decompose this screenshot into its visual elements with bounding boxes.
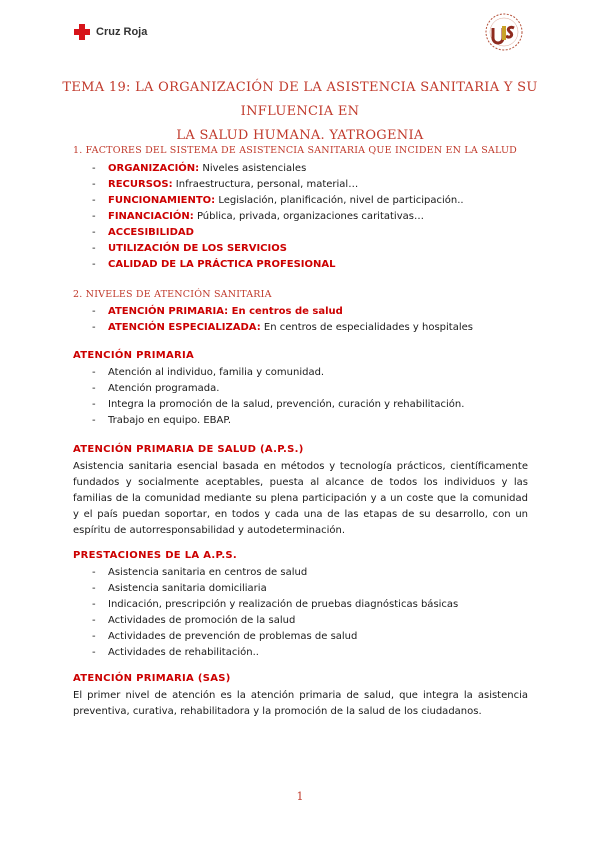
aps-heading: ATENCIÓN PRIMARIA DE SALUD (A.P.S.) <box>73 444 304 455</box>
title-line-1: TEMA 19: LA ORGANIZACIÓN DE LA ASISTENCIA SANITARIA Y SU INFLUENCIA EN <box>62 80 538 119</box>
prestaciones-list <box>92 565 458 661</box>
list-item: - CALIDAD DE LA PRÁCTICA PROFESIONAL <box>92 257 464 273</box>
list-item: - Atención al individuo, familia y comunidad. <box>92 365 464 381</box>
ap-list <box>92 365 464 429</box>
list-item: - ORGANIZACIÓN: Niveles asistenciales <box>92 161 464 177</box>
list-item: - Actividades de prevención de problemas de salud <box>92 629 458 645</box>
list-item: - ACCESIBILIDAD <box>92 225 464 241</box>
ap-heading: ATENCIÓN PRIMARIA <box>73 350 195 361</box>
sas-heading: ATENCIÓN PRIMARIA (SAS) <box>73 673 231 684</box>
section-2-heading: 2. NIVELES DE ATENCIÓN SANITARIA <box>73 289 272 300</box>
prestaciones-heading: PRESTACIONES DE LA A.P.S. <box>73 550 238 561</box>
list-item: - Integra la promoción de la salud, prevención, curación y rehabilitación. <box>92 397 464 413</box>
list-item: - Asistencia sanitaria domiciliaria <box>92 581 458 597</box>
list-item: - Indicación, prescripción y realización de pruebas diagnósticas básicas <box>92 597 458 613</box>
aps-paragraph: Asistencia sanitaria esencial basada en métodos y tecnología prácticos, científicamente fundados y socialmente aceptables, puesta al alcance de todos los individuos y las familias de la comunidad mediante su plena participación y a un coste que la comunidad y el país puedan soportar, en todos y cada una de las etapas de su desarrollo, con un espíritu de autorresponsabilidad y autodeterminación. <box>73 461 528 536</box>
list-item: - UTILIZACIÓN DE LOS SERVICIOS <box>92 241 464 257</box>
section-1-list <box>92 161 464 273</box>
list-item: - Actividades de promoción de la salud <box>92 613 458 629</box>
list-item: - RECURSOS: Infraestructura, personal, material… <box>92 177 464 193</box>
title-line-2: LA SALUD HUMANA. YATROGENIA <box>176 128 424 143</box>
sas-paragraph: El primer nivel de atención es la atención primaria de salud, que integra la asistencia preventiva, curativa, rehabilitadora y la promoción de la salud de los ciudadanos. <box>73 690 528 717</box>
cruz-roja-logo <box>74 24 147 40</box>
list-item: - Atención programada. <box>92 381 464 397</box>
list-item: - FINANCIACIÓN: Pública, privada, organizaciones caritativas… <box>92 209 464 225</box>
red-cross-icon <box>74 24 90 40</box>
list-item: - ATENCIÓN PRIMARIA: En centros de salud <box>92 304 473 320</box>
list-item: - Actividades de rehabilitación.. <box>92 645 458 661</box>
list-item: - Trabajo en equipo. EBAP. <box>92 413 464 429</box>
list-item: - FUNCIONAMIENTO: Legislación, planificación, nivel de participación.. <box>92 193 464 209</box>
section-2-list <box>92 304 473 336</box>
section-1-heading: 1. FACTORES DEL SISTEMA DE ASISTENCIA SANITARIA QUE INCIDEN EN LA SALUD <box>73 145 517 156</box>
list-item: - Asistencia sanitaria en centros de salud <box>92 565 458 581</box>
page-title <box>60 76 540 148</box>
page-number: 1 <box>296 790 304 803</box>
university-seal-icon <box>484 12 524 52</box>
org-name: Cruz Roja <box>96 26 148 38</box>
list-item: - ATENCIÓN ESPECIALIZADA: En centros de especialidades y hospitales <box>92 320 473 336</box>
